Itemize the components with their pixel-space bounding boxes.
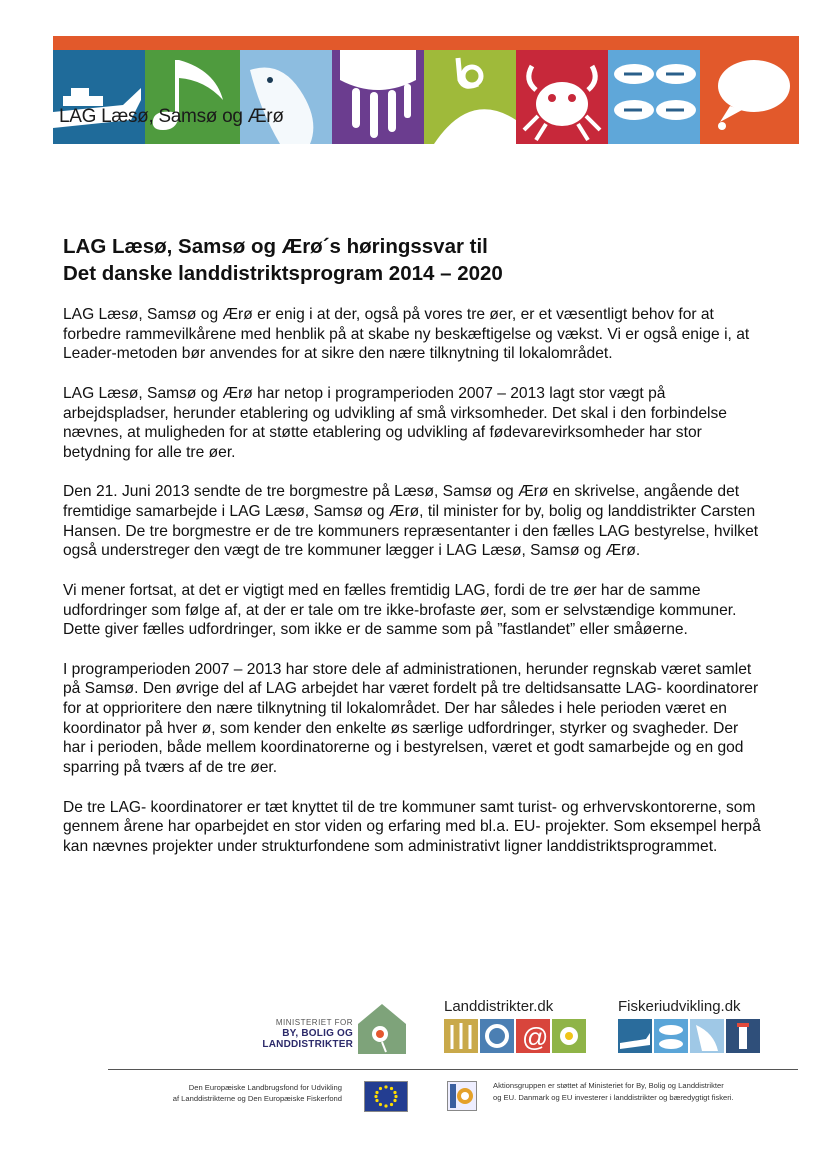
eu-fund-line-2: af Landdistrikterne og Den Europæiske Fiskerfond — [172, 1094, 342, 1103]
document-title — [63, 233, 763, 287]
banner-tiles — [53, 50, 799, 144]
eu-stars-icon — [365, 1082, 407, 1111]
boat-tile — [53, 50, 145, 144]
paragraph: LAG Læsø, Samsø og Ærø har netop i programperioden 2007 – 2013 lagt stor vægt på arbejdspladser, herunder etablering og udvikling af små virksomheder. Det skal i den forbindelse nævnes, at muligheden for at støtte etablering og udvikling af fødevarevirksomheder har stor betydning for alle tre øer. — [63, 384, 727, 461]
music-note-icon — [145, 50, 240, 144]
landdistrikter-logo — [444, 1019, 586, 1060]
title-line-1: LAG Læsø, Samsø og Ærø´s høringssvar til — [63, 235, 488, 258]
house-icon — [356, 1002, 408, 1056]
fiskeri-label: Fiskeriudvikling.dk — [618, 998, 741, 1015]
paragraph: LAG Læsø, Samsø og Ærø er enig i at der, også på vores tre øer, er et væsentligt behov for at forbedre rammevilkårene med henblik på at skabe ny beskæftigelse og vækst. Vi er også enige i, at Leader-metoden bør anvendes for at sikre den nære tilknytning til lokalområdet. — [63, 306, 750, 363]
svg-text:@: @ — [522, 1022, 549, 1052]
ministry-line-1: MINISTERIET FOR — [275, 1018, 353, 1027]
note-tile — [145, 50, 240, 144]
paragraph: Vi mener fortsat, at det er vigtigt med en fælles fremtidig LAG, fordi de tre øer har de samme udfordringer som følge af, at der er tale om tre ikke-brofaste øer, som er selvstændige kommuner. Dette giver fælles udfordringer, som ikke er de samme som på ”fastlandet” eller småøerne. — [63, 581, 737, 639]
fiskeri-logo — [618, 1019, 760, 1060]
jellyfish-icon — [332, 50, 424, 144]
leader-icon — [448, 1082, 476, 1110]
landdistrikter-icons — [444, 1019, 586, 1055]
support-line-2: og EU. Danmark og EU investerer i landdistrikter og bæredygtigt fiskeri. — [493, 1093, 734, 1102]
fish-icon — [240, 50, 332, 144]
fiskeri-icons — [618, 1019, 760, 1055]
crab-icon — [516, 50, 608, 144]
speech-tile — [700, 50, 799, 144]
speech-bubble-icon — [700, 50, 799, 144]
eu-fund-line-1: Den Europæiske Landbrugsfond for Udvikling — [188, 1083, 342, 1092]
leader-logo — [447, 1081, 477, 1111]
ministry-logo-text — [235, 1017, 353, 1050]
plates-tile — [608, 50, 700, 144]
crab-tile — [516, 50, 608, 144]
landdistrikter-label: Landdistrikter.dk — [444, 998, 554, 1015]
ministry-house-logo — [356, 1002, 408, 1061]
header-banner — [53, 36, 799, 144]
eu-flag-logo — [364, 1081, 408, 1112]
support-line-1: Aktionsgruppen er støttet af Ministeriet for By, Bolig og Landdistrikter — [493, 1081, 724, 1090]
paragraph: De tre LAG- koordinatorer er tæt knyttet til de tre kommuner samt turist- og erhvervskontorerne, som gennem årene har oparbejdet en stor viden og erfaring med bl.a. EU- projekter. Som eksempel herpå kan nævnes projekter under strukturfondene som administrativt ligner landdistriktsprogrammet. — [63, 798, 761, 855]
paragraph: I programperioden 2007 – 2013 har store dele af administrationen, herunder regnskab været samlet på Samsø. Den øvrige del af LAG arbejdet har været fordelt på tre deltidsansatte LAG- koordinatorer for at opprioritere den nære tilknytning til lokalområdet. Der har således i hele perioden været en koordinator på hver ø, som kender den enkelte øs særlige udfordringer, styrker og svagheder. Der har i perioden, både mellem koordinatorerne og i bestyrelsen, været et godt samarbejde og en god sparring på tværs af de tre øer. — [63, 660, 759, 777]
document-body — [63, 305, 763, 876]
footer-divider — [108, 1069, 798, 1070]
ministry-line-2: BY, BOLIG OG — [282, 1028, 353, 1039]
title-line-2: Det danske landdistriktsprogram 2014 – 2020 — [63, 262, 503, 285]
boat-icon — [53, 50, 145, 144]
banner-label: LAG Læsø, Samsø og Ærø — [59, 106, 284, 127]
eu-fund-text — [110, 1082, 342, 1104]
fish-tile — [240, 50, 332, 144]
paragraph: Den 21. Juni 2013 sendte de tre borgmestre på Læsø, Samsø og Ærø en skrivelse, angående det fremtidige samarbejde i LAG Læsø, Samsø og Ærø, til minister for by, bolig og landdistrikter Carsten Hansen. De tre borgmestre er de tre kommuners repræsentanter i den fælles LAG bestyrelse, hvilket også understreger den vægt de tre kommuner lægger i LAG Læsø, Samsø og Ærø. — [63, 483, 759, 560]
figure-tile — [424, 50, 516, 144]
jellyfish-tile — [332, 50, 424, 144]
fish-plates-icon — [608, 50, 700, 144]
person-icon — [424, 50, 516, 144]
support-text — [493, 1080, 803, 1104]
ministry-line-3: LANDDISTRIKTER — [262, 1039, 353, 1050]
